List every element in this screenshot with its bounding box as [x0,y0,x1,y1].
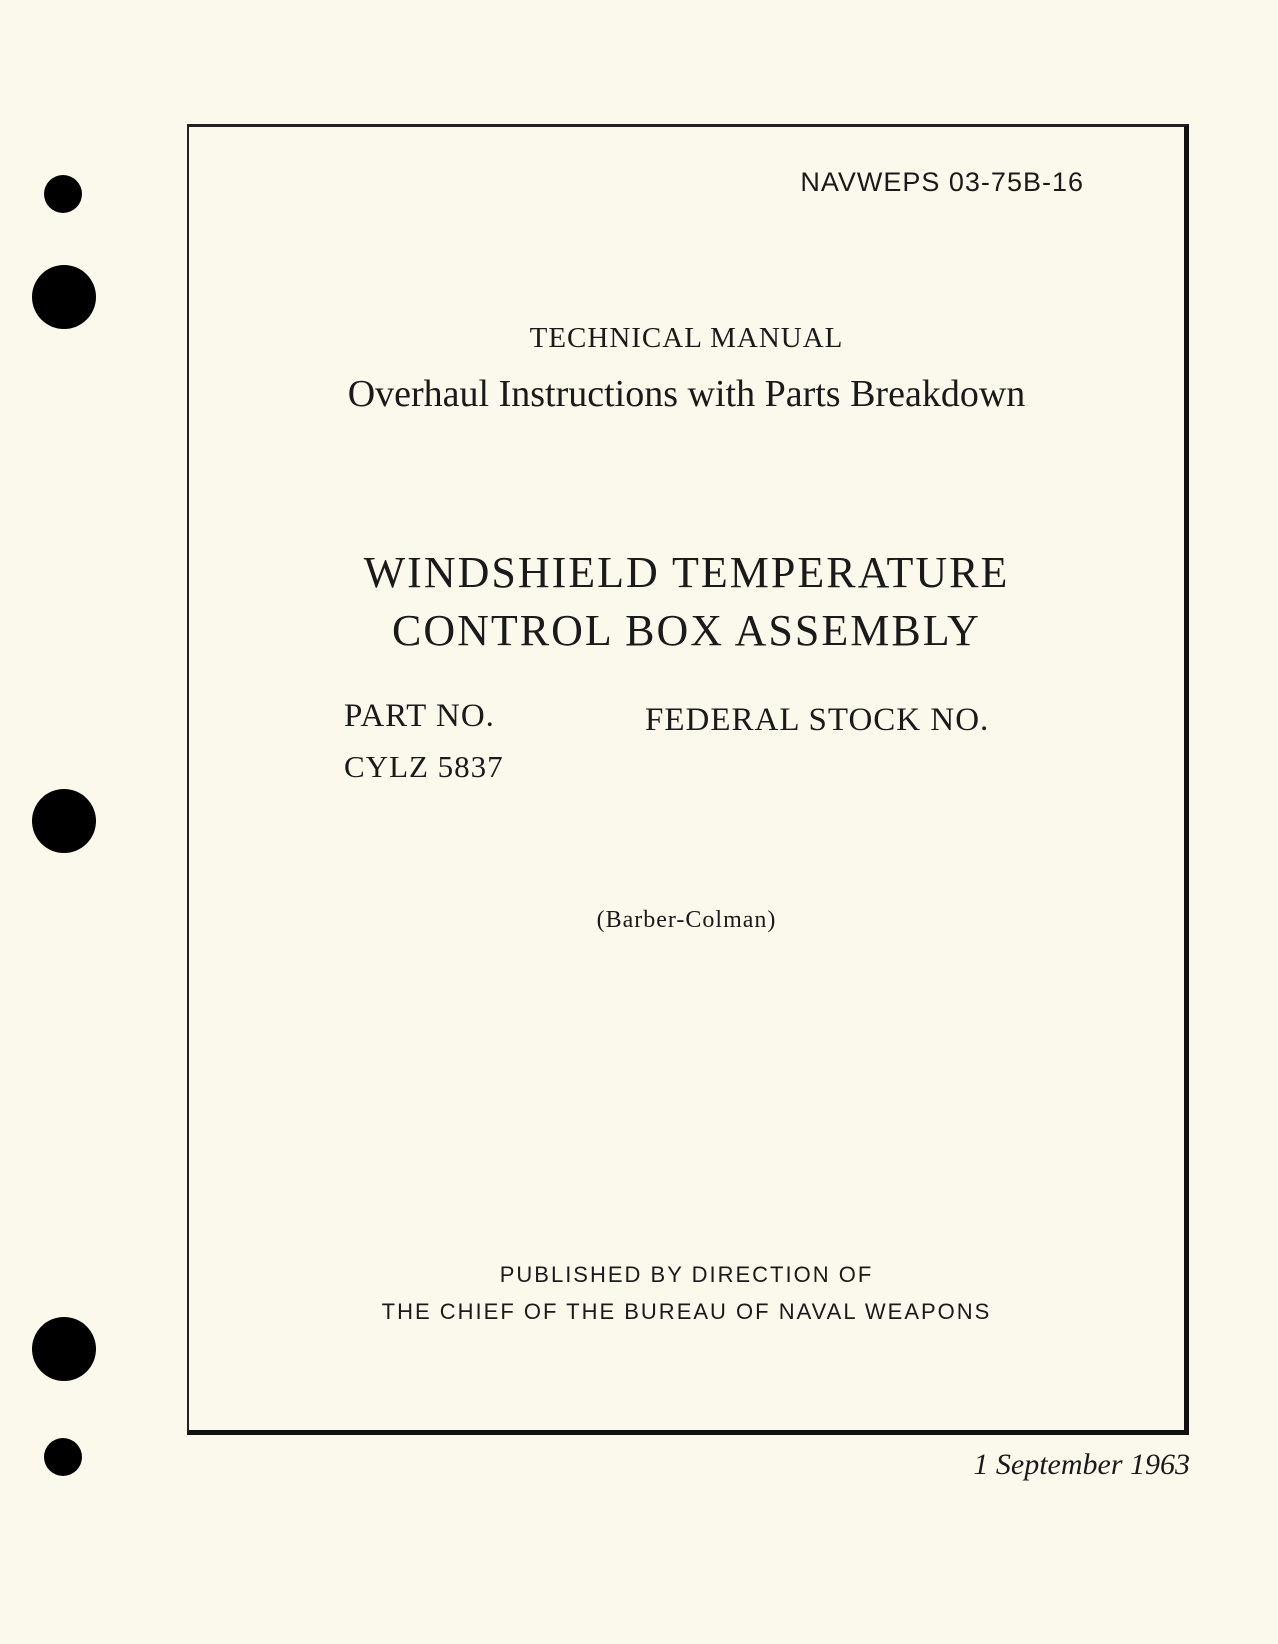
publisher-line-1: PUBLISHED BY DIRECTION OF [499,1262,874,1287]
punch-hole [32,1317,96,1381]
cover-frame [187,124,1189,1435]
manufacturer: (Barber-Colman) [596,907,777,933]
punch-hole [32,789,96,853]
punch-hole [44,175,82,213]
title-line-2: CONTROL BOX ASSEMBLY [392,606,981,655]
punch-hole [32,265,96,329]
document-number: NAVWEPS 03-75B-16 [800,167,1084,197]
publication-date: 1 September 1963 [973,1448,1190,1481]
title-line-1: WINDSHIELD TEMPERATURE [363,548,1010,597]
manual-subtitle: Overhaul Instructions with Parts Breakdown [347,373,1026,415]
punch-hole [44,1438,82,1476]
part-no-label: PART NO. [344,698,495,734]
federal-stock-label: FEDERAL STOCK NO. [645,702,990,738]
manual-type: TECHNICAL MANUAL [529,322,844,354]
publisher-line-2: THE CHIEF OF THE BUREAU OF NAVAL WEAPONS [381,1299,992,1324]
part-no-value: CYLZ 5837 [344,749,504,784]
